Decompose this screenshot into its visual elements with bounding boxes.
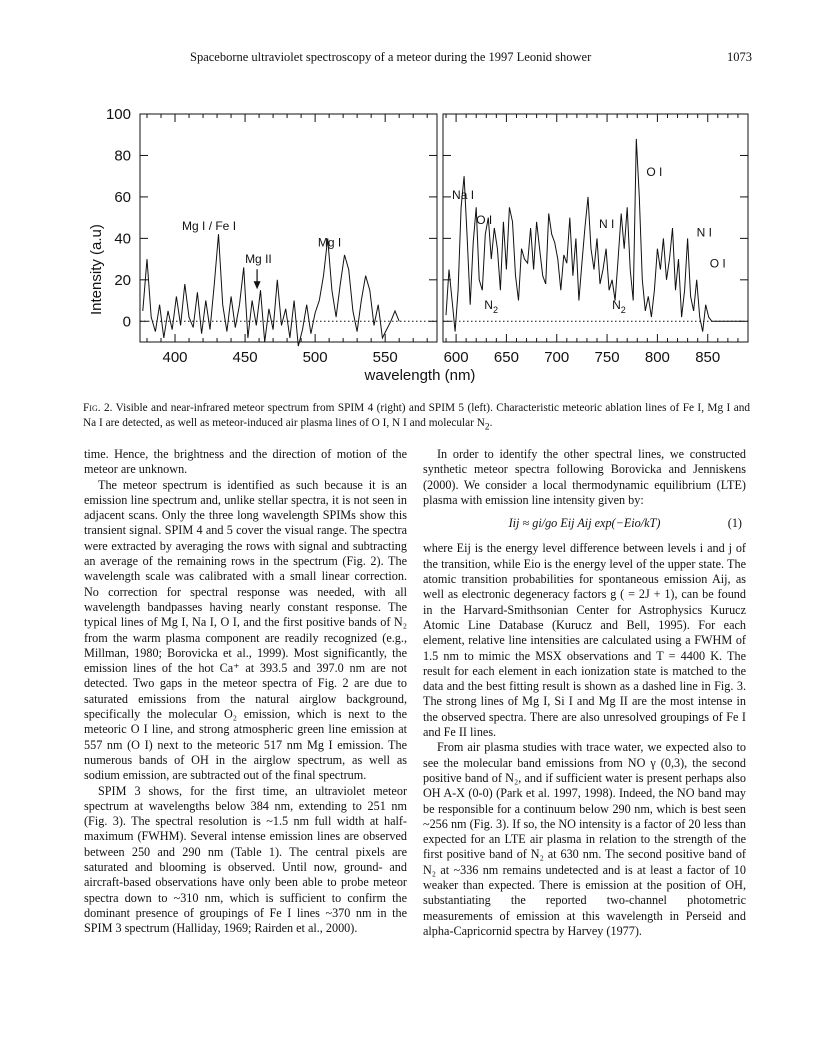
x-tick-label: 650: [493, 349, 519, 366]
spectrum-figure: [0, 100, 816, 400]
emission-line-label-subscript: 2: [492, 304, 498, 315]
x-axis-title: wavelength (nm): [364, 367, 476, 384]
x-tick-label: 500: [302, 349, 328, 366]
body-column-right: [423, 447, 746, 939]
x-tick-label: 750: [594, 349, 620, 366]
paragraph: In order to identify the other spectral lines, we constructed synthetic meteor spectra following Borovicka and Jenniskens (2000). We consider a local thermodynamic equilibrium (LTE) plasma with emission line intensity given by:: [423, 447, 746, 507]
paragraph: The meteor spectrum is identified as such because it is an emission line spectrum and, unlike stellar spectra, it is not seen in adjacent scans. Only the three long wavelength SPIMs show this transient signal. SPIM 4 and 5 cover the visual range. The spectra were extracted by averaging the rows with signal and subtracting an average of the remaining rows in the spectrum (Fig. 2). The wavelength scale was calibrated with a small linear correction. No correction for spectral response was needed, with all wavelength bandpasses having nearly constant response. The typical lines of Mg I, Na I, O I, and the first positive bands of N₂ from the warm plasma component are readily recognized (e.g., Millman, 1980; Borovicka et al., 1999). Most significantly, the emission lines of the hot Ca⁺ at 393.5 and 397.0 nm are not detected. Two gaps in the meteor spectra of Fig. 2 are due to saturated emissions from the natural airglow background, specifically the molecular O₂ emission, which is next to the meteoric O I line, and strong atmospheric green line emission at 557 nm (O I) next to the meteoric 517 nm Mg I emission. The numerous bands of OH in the airglow spectrum, as well as sodium emission, are subtracted out of the final spectrum.: [84, 477, 407, 783]
figure-caption-subscript: 2: [484, 422, 490, 433]
body-column-left: [84, 447, 407, 937]
x-tick-labels: [163, 349, 721, 366]
emission-line-label: O I: [646, 165, 663, 180]
y-tick-label: 100: [105, 106, 131, 123]
y-tick-label: 20: [114, 271, 131, 289]
figure-caption: [83, 401, 750, 435]
spectrum-line: [143, 234, 399, 346]
y-axis-title: Intensity (a.u): [88, 224, 105, 315]
emission-line-label: Mg I: [317, 235, 342, 250]
y-tick-labels: [106, 106, 131, 330]
figure-caption-label: Fig. 2.: [83, 402, 113, 414]
y-tick-label: 80: [114, 147, 131, 165]
emission-line-label: Mg II: [245, 252, 272, 267]
emission-line-label: N I: [696, 225, 713, 240]
x-tick-label: 400: [162, 349, 188, 366]
running-title: Spaceborne ultraviolet spectroscopy of a meteor during the 1997 Leonid shower: [190, 50, 592, 64]
emission-line-label: $N_2$: [612, 297, 626, 315]
equation-body: Iij ≈ gi/go Eij Aij exp(−Eio/kT): [508, 516, 661, 531]
emission-line-label: Mg I / Fe I: [182, 219, 237, 234]
x-tick-label: 850: [695, 349, 721, 366]
emission-line-label: O I: [476, 212, 493, 227]
spectrum-panel: [443, 114, 748, 342]
emission-line-label: $N_2$: [484, 297, 498, 315]
paragraph: time. Hence, the brightness and the direction of motion of the meteor are unknown.: [84, 447, 407, 477]
emission-line-label: N I: [599, 217, 615, 231]
figure-caption-text: Visible and near-infrared meteor spectrum from SPIM 4 (right) and SPIM 5 (left). Characteristic meteoric ablation lines of Fe I, Mg I and Na I are detected, as well as meteor-induced air plasma lines of O I, N I and molecular N: [83, 402, 751, 429]
emission-line-label-subscript: 2: [620, 304, 626, 315]
spectrum-panels: [140, 114, 748, 346]
y-tick-label: 0: [122, 313, 131, 331]
page-header: [0, 50, 816, 68]
paragraph: where Eij is the energy level difference between levels i and j of the transition, while Eio is the energy level of the upper state. The atomic transition probabilities for spontaneous emission Aij, as well as electronic degeneracy factors g ( = 2J + 1), can be found in the Harvard-Smithsonian Center for Astrophysics Kurucz Atomic Line Database (Kurucz and Bell, 1995). For each element, relative line intensities are calculated using a FWHM of 1.5 nm to mimic the MSX observations and T = 4400 K. The result for each element in each ionization state is matched to the data and the best fitting result is shown as a dashed line in Fig. 3. The strong lines of Mg I, Si I and Mg II are the most intense in the observed spectra. There are also unresolved groupings of Fe I and Fe II lines.: [423, 541, 746, 740]
paragraph: From air plasma studies with trace water, we expected also to see the molecular band emissions from NO γ (0,3), the second positive band of N₂, and if sufficient water is present perhaps also OH A-X (0-0) (Park et al. 1997, 1998). Indeed, the NO band may be responsible for a continuum below 290 nm, which is best seen ~256 nm (Fig. 3). If so, the NO intensity is a factor of 20 less than expected for an LTE air plasma in relation to the strength of the first positive band of N₂ at 630 nm. The second positive band of N₂ at ~336 nm remains undetected and is at least a factor of 10 weaker than expected. There is emission at the position of OH, substantiating the reported two-channel photometric measurements of emission at this wavelength in Perseid and alpha-Capricornid spectra by Harvey (1977).: [423, 740, 746, 938]
spectrum-panel: [140, 114, 437, 346]
annotation-arrowhead: [254, 281, 261, 289]
x-tick-label: 600: [443, 349, 469, 366]
y-tick-label: 60: [114, 188, 131, 206]
emission-line-label: O I: [709, 256, 726, 271]
emission-line-label: Na I: [452, 187, 475, 202]
x-tick-label: 550: [372, 349, 398, 366]
x-tick-label: 800: [644, 349, 670, 366]
paragraph: SPIM 3 shows, for the first time, an ultraviolet meteor spectrum at wavelengths below 384 nm, extending to 251 nm (Fig. 3). The spectral resolution is ~1.5 nm full width at half-maximum (FWHM). Several intense emission lines are observed between 250 and 290 nm (Table 1). The central pixels are saturated and blooming is observed. Until now, ground- and aircraft-based observations have only been able to probe meteor spectra down to ~310 nm, which is sufficient to confirm the dominant presence of groupings of Fe I lines ~370 nm in the SPIM 3 spectrum (Halliday, 1969; Rairden et al., 2000).: [84, 783, 407, 936]
figure-caption-end: .: [489, 417, 493, 429]
x-tick-label: 700: [544, 349, 570, 366]
page-number: 1073: [727, 50, 752, 64]
y-tick-label: 40: [114, 230, 131, 248]
equation-number: (1): [727, 516, 742, 531]
equation: [423, 516, 746, 531]
x-tick-label: 450: [232, 349, 258, 366]
